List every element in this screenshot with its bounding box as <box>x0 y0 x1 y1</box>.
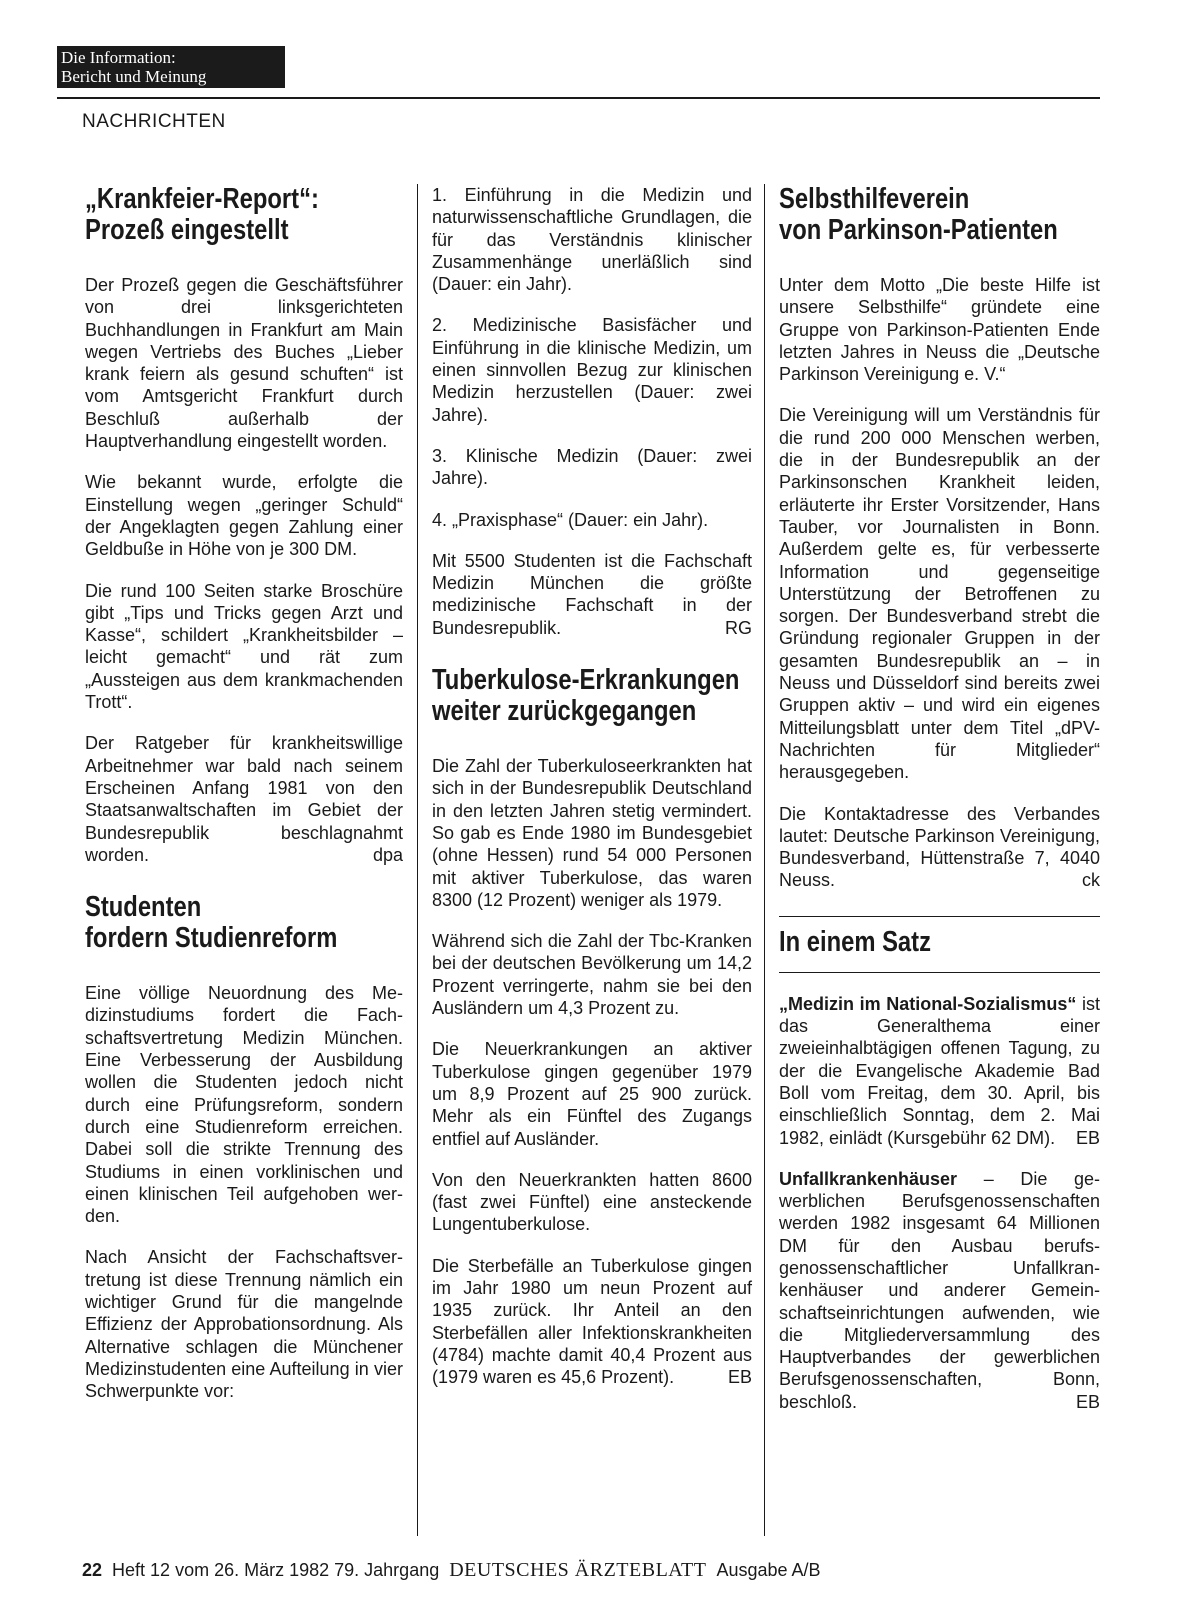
article-title-krankfeier <box>85 184 403 246</box>
paragraph-text: Mit 5500 Studenten ist die Fachschaft Medizin München die größte medizinische Fachschaft in der Bundesrepublik. <box>432 550 752 638</box>
title-line: Studenten <box>85 891 202 924</box>
page-footer <box>82 1559 821 1582</box>
edition-info: Ausgabe A/B <box>716 1560 821 1580</box>
paragraph-with-signature <box>432 550 752 639</box>
title-line: Selbsthilfeverein <box>779 183 970 215</box>
paragraph-with-signature <box>779 803 1100 892</box>
paragraph-with-signature <box>85 732 403 866</box>
paragraph: 1. Einführung in die Medizin und naturwissenschaftliche Grundlagen, die für das Verständnis klinischer Zusammenhänge unerläßlich sind (Dauer: ein Jahr). <box>432 185 752 295</box>
paragraph-text: Die Kontaktadresse des Verbandes lautet: Deutsche Parkinson Vereinigung, Bundesverband, Hüttenstraße 7, 4040 Neuss. <box>779 803 1100 891</box>
title-line: „Krankfeier-Report“: <box>85 183 319 215</box>
section-label: NACHRICHTEN <box>82 111 226 132</box>
column-2 <box>432 184 752 1407</box>
article-title-studienreform <box>85 892 403 954</box>
masthead-line-2: Bericht und Meinung <box>61 67 207 86</box>
paragraph: Die Zahl der Tuberkuloseerkrankten hat sich in der Bundesrepublik Deutschland in den letzten Jahren stetig vermindert. So gab es Ende 1980 im Bundesgebiet (ohne Hessen) rund 54 000 Personen mit aktiver Tuberkulose, das waren 8300 (12 Prozent) weniger als 1979. <box>432 756 752 910</box>
author-signature: EB <box>1075 1391 1100 1412</box>
paragraph: Wie bekannt wurde, erfolgte die Einstellung wegen „geringer Schuld“ der Angeklagten gegen Zahlung einer Geldbuße in Höhe von je 300 DM. <box>85 472 403 560</box>
header-rule <box>57 97 1100 99</box>
satz-top-rule <box>779 916 1100 917</box>
paragraph: Von den Neuerkrankten hatten 8600 (fast zwei Fünftel) eine ansteckende Lungentuberkulose. <box>432 1169 752 1235</box>
paragraph-text: Der Ratgeber für krankheitswillige Arbeitnehmer war bald nach seinem Erscheinen Anfang 1981 von den Staatsanwaltschaften im Gebiet der Bundesrepublik beschlagnahmt worden. <box>85 733 403 865</box>
title-line: Prozeß eingestellt <box>85 214 289 246</box>
brief-item-lead: Unfallkrankenhäuser <box>779 1168 958 1189</box>
satz-bottom-rule <box>779 972 1100 973</box>
paragraph: Die Vereinigung will um Verständnis für die rund 200 000 Menschen werben, die in der Bundesrepublik an der Parkinsonschen Krankheit leiden, erläuterte ihr Erster Vorsitzender, Hans Tauber, vor Journalisten in Bonn. Außerdem gelte es, für verbesserte Information und gegenseitige Unterstützung der Betroffenen zu sorgen. Der Bundesverband strebt die Gründung regionaler Gruppen in der gesamten Bundesrepublik an – in Neuss und Düsseldorf sind bereits zwei Gruppen aktiv – und wird ein eigenes Mitteilungsblatt unter dem Titel „dPV-Nachrichten für Mitglieder“ herausgegeben. <box>779 405 1100 783</box>
brief-item <box>779 993 1100 1149</box>
title-line: Tuberkulose-Erkrankungen <box>432 664 740 697</box>
title-line: weiter zurückgegangen <box>432 695 697 728</box>
paragraph: 4. „Praxisphase“ (Dauer: ein Jahr). <box>432 509 709 530</box>
paragraph: 3. Klinische Medizin (Dauer: zwei Jahre). <box>432 445 752 489</box>
issue-info: Heft 12 vom 26. März 1982 79. Jahrgang <box>112 1560 440 1580</box>
paragraph: Nach Ansicht der Fachschaftsvertretung ist diese Trennung nämlich ein wichtiger Grund für die mangelnde Effizienz der Approbationsordnung. Als Alternative schlagen die Münchener Medizinstudenten eine Aufteilung in vier Schwerpunkte vor: <box>85 1247 403 1402</box>
author-signature: EB <box>1075 1127 1100 1148</box>
brief-item-text: ist das Generalthema einer zweieinhalbtägigen offenen Tagung, zu der die Evangelische Akademie Bad Boll vom Freitag, dem 30. April, bis einschließlich Sonntag, dem 2. Mai 1982, einlädt (Kursgebühr 62 DM). <box>779 993 1100 1148</box>
author-signature: dpa <box>372 844 403 865</box>
paragraph: Eine völlige Neuordnung des Medizinstudiums fordert die Fachschaftsvertretung Medizin München. Eine Verbesserung der Ausbildung wollen die Studenten jedoch nicht durch eine Prüfungsreform, sondern durch eine Studienreform erreichen. Dabei soll die strikte Trennung des Studiums in einen vorklinischen und einen klinischen Teil aufgehoben werden. <box>85 983 403 1227</box>
paragraph: Die rund 100 Seiten starke Broschüre gibt „Tips und Tricks gegen Arzt und Kasse“, schildert „Krankheitsbilder – leicht gemacht“ und rät zum „Aussteigen aus dem krankmachenden Trott“. <box>85 580 403 713</box>
column-3 <box>779 184 1100 1432</box>
author-signature: RG <box>725 617 752 638</box>
brief-item <box>779 1168 1100 1413</box>
masthead <box>57 46 285 88</box>
column-divider-1 <box>417 184 418 1536</box>
paragraph-with-signature <box>432 1255 752 1389</box>
page-number: 22 <box>82 1560 103 1580</box>
brief-item-text: – Die gewerblichen Berufsgenossenschaften werden 1982 insgesamt 64 Millionen DM für den Ausbau berufsgenossenschaftlicher Unfallkrankenhäuser und anderer Gemeinschaftseinrichtungen aufwenden, wie die Mitgliederversammlung des Hauptverbandes der gewerblichen Berufsgenossenschaften, Bonn, beschloß. <box>779 1168 1100 1412</box>
article-title-parkinson <box>779 184 1100 246</box>
masthead-line-1: Die Information: <box>61 48 176 67</box>
column-divider-2 <box>764 184 765 1536</box>
paragraph: Der Prozeß gegen die Geschäftsführer von drei linksgerichteten Buchhandlungen in Frankfurt am Main wegen Vertriebs des Buches „Lieber krank feiern als gesund schuften“ ist vom Amtsgericht Frankfurt durch Beschluß außerhalb der Hauptverhandlung eingestellt worden. <box>85 275 403 452</box>
column-1 <box>85 184 403 1421</box>
paragraph-text: Die Sterbefälle an Tuberkulose gingen im Jahr 1980 um neun Prozent auf 1935 zurück. Ihr Anteil an den Sterbefällen aller Infektionskrankheiten (4784) machte damit 40,4 Prozent aus (1979 waren es 45,6 Prozent). <box>432 1255 752 1388</box>
paragraph: Die Neuerkrankungen an aktiver Tuberkulose gingen gegenüber 1979 um 8,9 Prozent auf 25 900 zurück. Mehr als ein Fünftel des Zugangs entfiel auf Ausländer. <box>432 1039 752 1149</box>
article-title-tuberkulose <box>432 665 752 727</box>
brief-item-lead: „Medizin im National-Sozialismus“ <box>779 993 1077 1014</box>
section-title-in-einem-satz: In einem Satz <box>779 925 931 958</box>
paragraph: 2. Medizinische Basisfächer und Einführung in die klinische Medizin, um einen sinnvollen Bezug zur klinischen Medizin herzustellen (Dauer: zwei Jahre). <box>432 315 752 425</box>
paragraph: Unter dem Motto „Die beste Hilfe ist unsere Selbsthilfe“ gründete eine Gruppe von Parkinson-Patienten Ende letzten Jahres in Neuss die „Deutsche Parkinson Vereinigung e. V.“ <box>779 275 1100 385</box>
journal-name: DEUTSCHES ÄRZTEBLATT <box>449 1559 707 1581</box>
title-line: fordern Studienreform <box>85 922 338 955</box>
author-signature: EB <box>727 1367 752 1388</box>
title-line: von Parkinson-Patienten <box>779 214 1058 246</box>
author-signature: ck <box>1082 870 1100 891</box>
paragraph: Während sich die Zahl der Tbc-Kranken bei der deutschen Bevölkerung um 14,2 Prozent verringerte, nahm sie bei den Ausländern um 4,3 Prozent zu. <box>432 931 752 1019</box>
